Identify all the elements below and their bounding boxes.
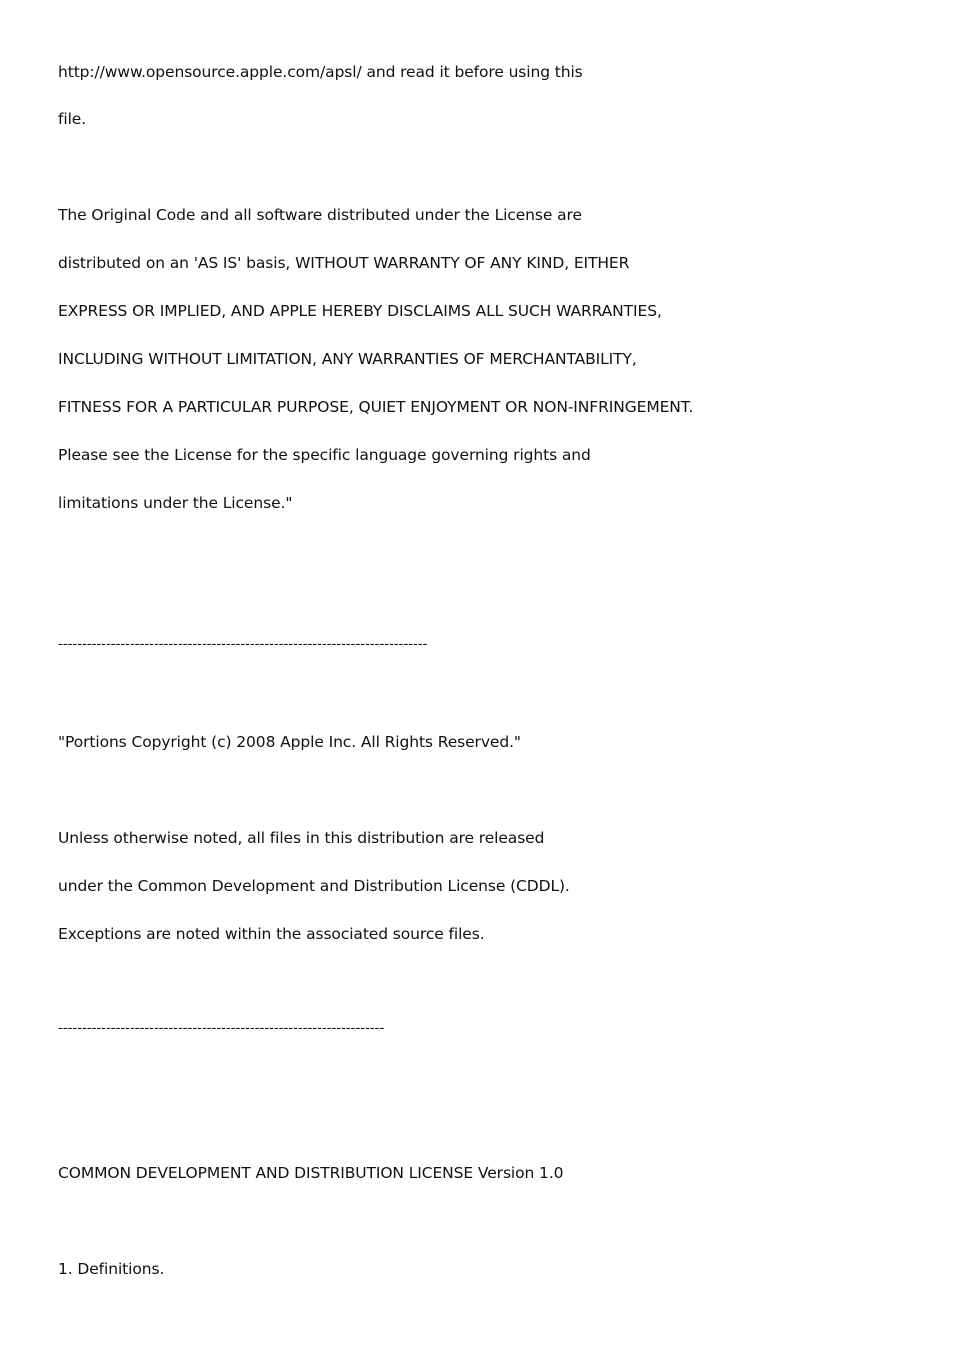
text-line: distributed on an 'AS IS' basis, WITHOUT WARRANTY OF ANY KIND, EITHER [58, 254, 630, 272]
text-line: EXPRESS OR IMPLIED, AND APPLE HEREBY DISCLAIMS ALL SUCH WARRANTIES, [58, 302, 662, 320]
text-line: limitations under the License." [58, 494, 293, 512]
section-heading: 1. Definitions. [58, 1260, 165, 1278]
text-line: The Original Code and all software distributed under the License are [58, 206, 582, 224]
copyright-notice: "Portions Copyright (c) 2008 Apple Inc. All Rights Reserved." [58, 733, 521, 751]
separator-line: -------------------------------------------------------------------- [58, 1021, 385, 1036]
text-line: INCLUDING WITHOUT LIMITATION, ANY WARRANTIES OF MERCHANTABILITY, [58, 350, 637, 368]
text-line: FITNESS FOR A PARTICULAR PURPOSE, QUIET ENJOYMENT OR NON-INFRINGEMENT. [58, 398, 694, 416]
text-line: under the Common Development and Distribution License (CDDL). [58, 877, 570, 895]
text-line: file. [58, 110, 87, 128]
text-line: Please see the License for the specific language governing rights and [58, 446, 591, 464]
text-line: http://www.opensource.apple.com/apsl/ and read it before using this [58, 63, 583, 81]
text-line: Exceptions are noted within the associated source files. [58, 925, 485, 943]
separator-line: ----------------------------------------------------------------------------- [58, 637, 428, 652]
license-title: COMMON DEVELOPMENT AND DISTRIBUTION LICENSE Version 1.0 [58, 1164, 564, 1182]
text-line: Unless otherwise noted, all files in this distribution are released [58, 829, 545, 847]
